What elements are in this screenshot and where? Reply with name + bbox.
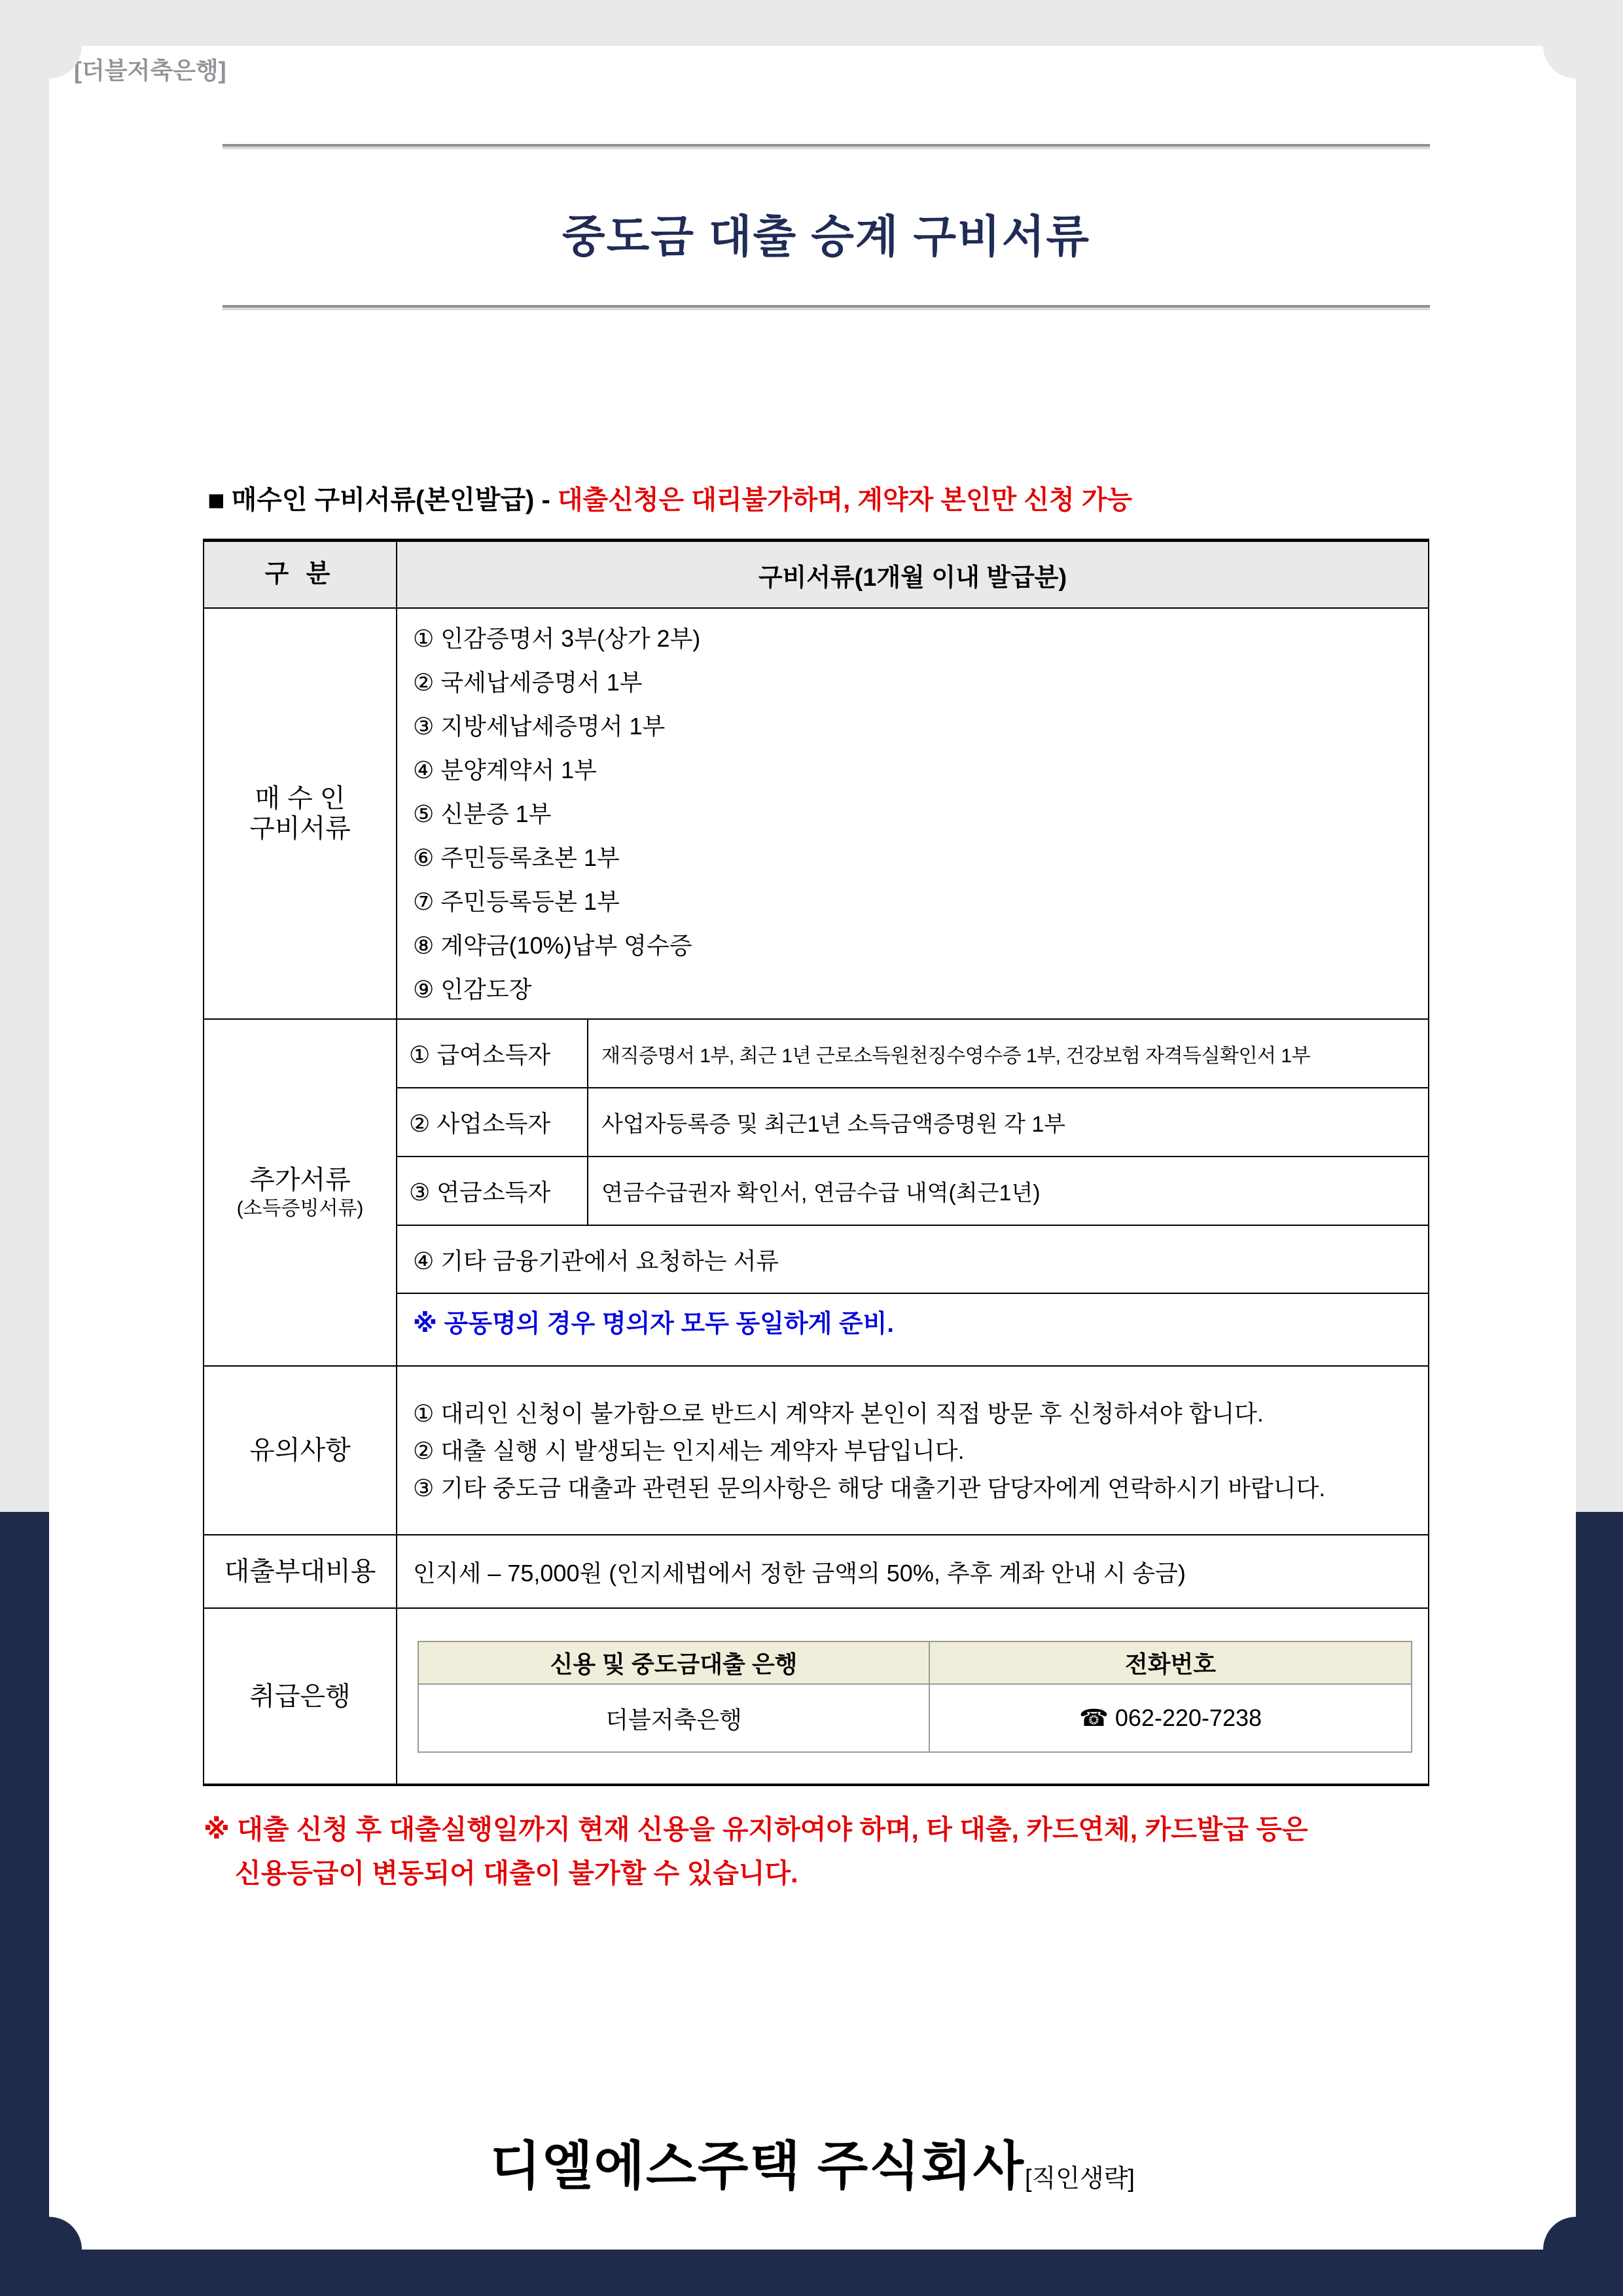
income-type-row — [397, 1088, 1428, 1157]
caution-item: ③ 기타 중도금 대출과 관련된 문의사항은 해당 대출기관 담당자에게 연락하시기 바랍니다. — [413, 1474, 1326, 1501]
income-type-cell: ① 급여소득자 — [397, 1020, 588, 1087]
caution-item: ① 대리인 신청이 불가함으로 반드시 계약자 본인이 직접 방문 후 신청하셔야 합니다. — [413, 1399, 1264, 1427]
credit-warning-line1: ※ 대출 신청 후 대출실행일까지 현재 신용을 유지하여야 하며, 타 대출, 카드연체, 카드발급 등은 — [204, 1814, 1308, 1844]
bank-name-column-header: 신용 및 중도금대출 은행 — [419, 1642, 930, 1683]
bank-phone-cell: ☎ 062-220-7238 — [1079, 1704, 1262, 1731]
loan-cost-label: 대출부대비용 — [204, 1535, 397, 1607]
additional-label-line1: 추가서류 — [249, 1165, 351, 1194]
buyer-docs-list — [397, 609, 1428, 1018]
section-bullet-icon: ■ — [207, 484, 225, 516]
additional-docs-row — [204, 1020, 1428, 1367]
required-doc-item: ① 인감증명서 3부(상가 2부) — [413, 625, 701, 652]
required-doc-item: ⑨ 인감도장 — [413, 976, 532, 1003]
header-col-category: 구 분 — [204, 542, 397, 607]
page-corner-notch-top-right — [1543, 46, 1576, 79]
buyer-label-line2: 구비서류 — [249, 814, 351, 843]
bank-name-cell: 더블저축은행 — [419, 1685, 930, 1751]
section-heading — [207, 479, 1132, 517]
buyer-docs-row — [204, 609, 1428, 1020]
requirements-table — [203, 539, 1429, 1786]
income-type-cell: ② 사업소득자 — [397, 1088, 588, 1156]
required-doc-item: ③ 지방세납세증명서 1부 — [413, 713, 666, 740]
bank-contact-data-row — [419, 1685, 1411, 1751]
income-docs-cell: 연금수급권자 확인서, 연금수급 내역(최근1년) — [601, 1181, 1041, 1206]
required-doc-item: ⑥ 주민등록초본 1부 — [413, 844, 620, 871]
income-type-row — [397, 1020, 1428, 1088]
loan-cost-desc: 인지세 – 75,000원 (인지세법에서 정한 금액의 50%, 추후 계좌 안내 시 송금) — [413, 1559, 1186, 1587]
joint-name-note: ※ 공동명의 경우 명의자 모두 동일하게 준비. — [413, 1310, 894, 1338]
credit-warning — [204, 1808, 1450, 1895]
caution-label: 유의사항 — [204, 1367, 397, 1534]
company-name: 디엘에스주택 주식회사 — [490, 2137, 1026, 2195]
caution-row — [204, 1367, 1428, 1535]
required-doc-item: ④ 분양계약서 1부 — [413, 757, 597, 783]
page-corner-notch-bottom-left — [49, 2217, 82, 2250]
handling-bank-content — [397, 1609, 1428, 1784]
buyer-label-line1: 매 수 인 — [255, 784, 346, 813]
credit-warning-line2: 신용등급이 변동되어 대출이 불가할 수 있습니다. — [235, 1858, 798, 1888]
title-rule-bottom — [223, 305, 1430, 308]
caution-list — [397, 1367, 1428, 1534]
handling-bank-label: 취급은행 — [204, 1609, 397, 1784]
title-rule-top — [223, 144, 1430, 147]
page-corner-notch-bottom-right — [1543, 2217, 1576, 2250]
required-doc-item: ⑤ 신분증 1부 — [413, 800, 552, 827]
bank-watermark: [더블저축은행] — [74, 57, 226, 84]
required-doc-item: ⑧ 계약금(10%)납부 영수증 — [413, 932, 692, 959]
section-heading-red: 대출신청은 대리불가하며, 계약자 본인만 신청 가능 — [557, 486, 1133, 514]
table-header-row — [204, 542, 1428, 609]
income-type-rows — [397, 1020, 1428, 1226]
loan-cost-row — [204, 1535, 1428, 1609]
header-col-documents: 구비서류(1개월 이내 발급분) — [758, 564, 1067, 592]
company-signature — [49, 2124, 1576, 2199]
handling-bank-row — [204, 1609, 1428, 1784]
income-docs-cell: 사업자등록증 및 최근1년 소득금액증명원 각 1부 — [601, 1112, 1066, 1137]
income-type-row — [397, 1157, 1428, 1226]
bank-contact-header — [419, 1642, 1411, 1685]
seal-omitted-note: [직인생략] — [1025, 2165, 1135, 2193]
etc-docs-line: ④ 기타 금융기관에서 요청하는 서류 — [397, 1226, 1428, 1294]
bank-contact-table — [418, 1641, 1412, 1753]
required-doc-item: ⑦ 주민등록등본 1부 — [413, 888, 620, 915]
additional-docs-content — [397, 1020, 1428, 1365]
caution-item: ② 대출 실행 시 발생되는 인지세는 계약자 부담입니다. — [413, 1437, 965, 1464]
buyer-docs-label — [204, 609, 397, 1018]
phone-column-header: 전화번호 — [1124, 1651, 1217, 1677]
income-type-cell: ③ 연금소득자 — [397, 1157, 588, 1225]
income-docs-cell: 재직증명서 1부, 최근 1년 근로소득원천징수영수증 1부, 건강보험 자격득실확인서 1부 — [601, 1045, 1310, 1067]
additional-label-line2: (소득증빙서류) — [236, 1197, 364, 1219]
additional-docs-label — [204, 1020, 397, 1365]
page-title: 중도금 대출 승계 구비서류 — [562, 212, 1091, 262]
required-doc-item: ② 국세납세증명서 1부 — [413, 669, 643, 696]
document-page — [49, 46, 1576, 2250]
section-heading-black: 매수인 구비서류(본인발급) - — [231, 486, 558, 514]
